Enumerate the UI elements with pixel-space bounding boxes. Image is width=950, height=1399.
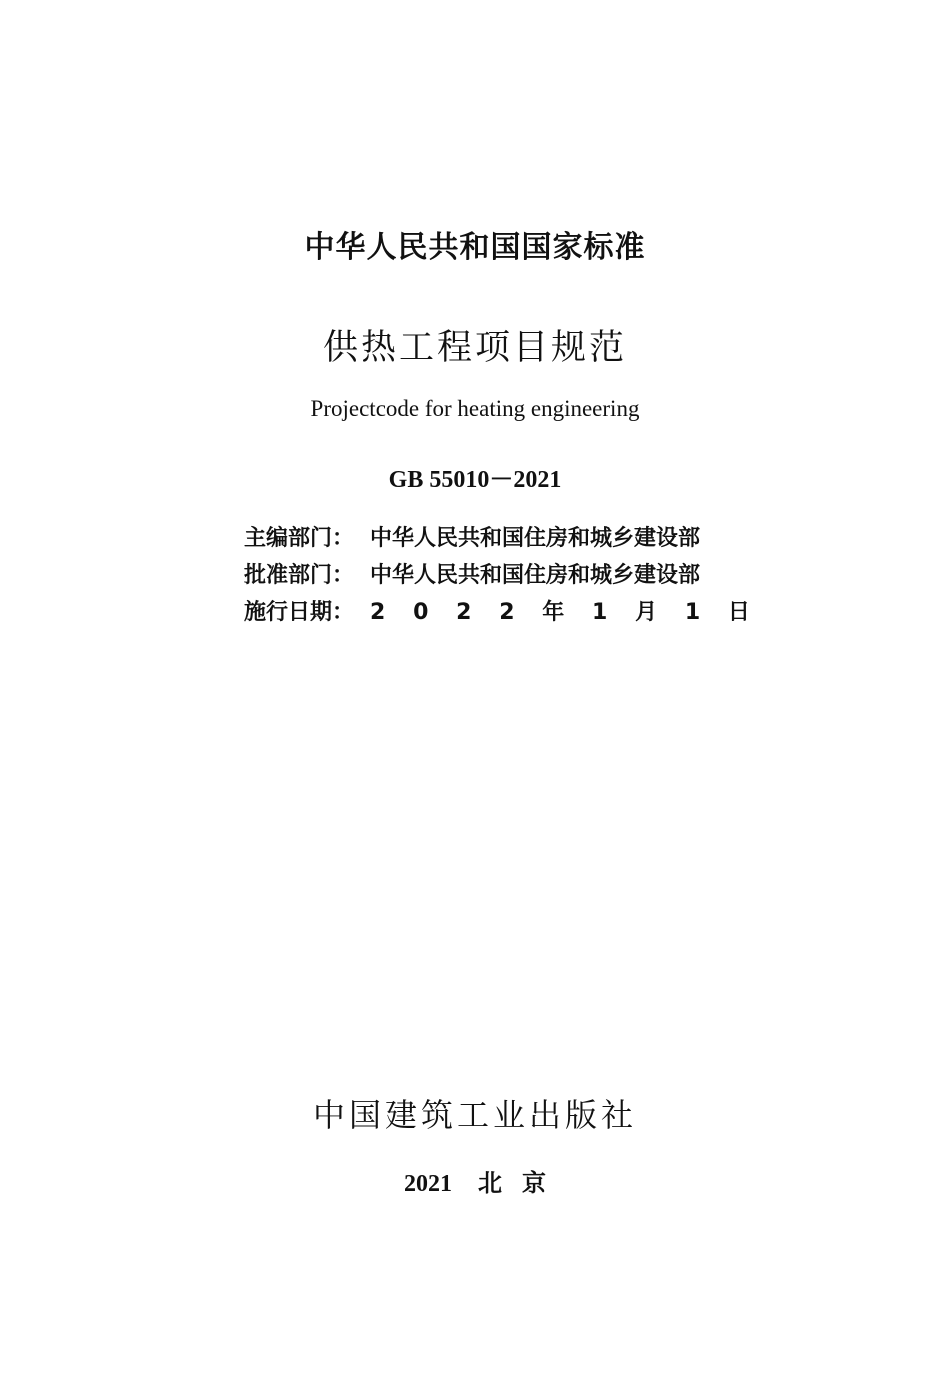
date-char: 月 xyxy=(635,600,658,625)
date-char: 2 xyxy=(456,600,472,625)
publication-city-char-1: 北 xyxy=(478,1171,502,1197)
date-char: 年 xyxy=(542,600,565,625)
date-char: 0 xyxy=(413,600,429,625)
editor-row xyxy=(244,520,754,557)
title-chinese: 供热工程项目规范 xyxy=(322,328,627,368)
effective-date-row xyxy=(244,594,754,631)
approver-value: 中华人民共和国住房和城乡建设部 xyxy=(370,563,701,588)
standard-code: GB 55010－2021 xyxy=(388,467,562,493)
approver-label: 批准部门： xyxy=(244,563,355,588)
date-char: 日 xyxy=(727,600,750,625)
publication-year: 2021 xyxy=(404,1171,452,1197)
date-char: 1 xyxy=(592,600,608,625)
date-char: 2 xyxy=(370,600,386,625)
title-english: Projectcode for heating engineering xyxy=(310,396,640,421)
effective-date-value xyxy=(370,594,750,631)
info-block xyxy=(244,520,754,631)
publisher-name: 中国建筑工业出版社 xyxy=(312,1096,637,1134)
publication-line xyxy=(0,1163,950,1198)
date-char: 2 xyxy=(499,600,515,625)
effective-date-label: 施行日期： xyxy=(244,600,355,625)
approver-row xyxy=(244,557,754,594)
publication-city-char-2: 京 xyxy=(522,1171,546,1197)
date-char: 1 xyxy=(684,600,701,625)
editor-label: 主编部门： xyxy=(244,526,355,551)
national-standard-heading: 中华人民共和国国家标准 xyxy=(304,230,646,265)
editor-value: 中华人民共和国住房和城乡建设部 xyxy=(370,526,701,551)
